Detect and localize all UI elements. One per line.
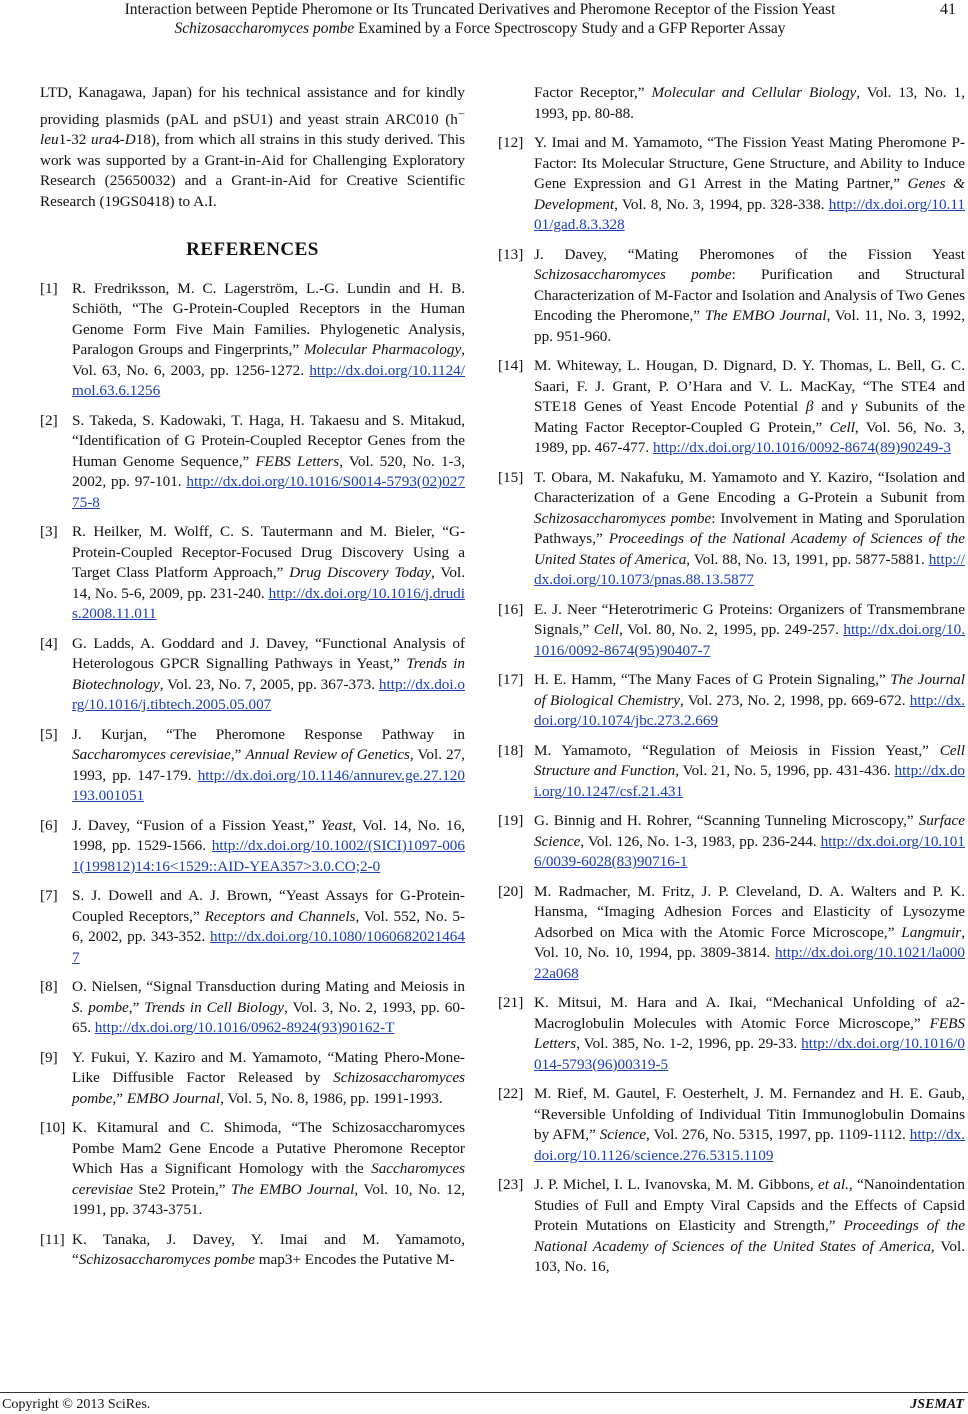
text-segment: Y. Imai and M. Yamamoto, “The Fission Yeast Mating Pheromone P-Factor: Its Molecular Structure, Gene Structure, and Ability to Induce Gene Expression and G1 Arrest in the Mating Partner,”: [534, 134, 965, 192]
doi-link[interactable]: http://dx.doi.org/10.1016/j.drudis.2008.11.011: [72, 584, 465, 623]
text-segment: J. Davey, “Mating Pheromones of the Fission Yeast: [534, 245, 965, 263]
text-segment: G. Ladds, A. Goddard and J. Davey, “Functional Analysis of Heterologous GPCR Signalling Pathways in Yeast,”: [72, 634, 465, 673]
text-segment: K. Tanaka, J. Davey, Y. Imai and M. Yamamoto, “: [72, 1230, 465, 1269]
reference-number: [2]: [40, 411, 58, 429]
italic-text: leu: [40, 131, 59, 149]
text-segment: , Vol. 273, No. 2, 1998, pp. 669-672.: [679, 691, 910, 709]
reference-item: [498, 245, 965, 348]
reference-continuation: [498, 83, 965, 124]
text-segment: J. P. Michel, I. L. Ivanovska, M. M. Gibbons,: [534, 1176, 818, 1193]
acknowledgement-paragraph: [40, 83, 465, 212]
reference-number: [17]: [498, 671, 524, 688]
italic-text: S. pombe: [72, 998, 129, 1016]
italic-text: The Journal of Biological Chemistry: [534, 671, 965, 709]
text-segment: , Vol. 103, No. 16,: [534, 1237, 965, 1275]
reference-item: [498, 882, 965, 985]
reference-list-right: [498, 83, 965, 1278]
text-segment: , Vol. 56, No. 3, 1989, pp. 467-477.: [534, 418, 966, 456]
right-column: [498, 83, 965, 1287]
reference-number: [19]: [498, 812, 524, 829]
text-segment: ,”: [112, 1089, 127, 1107]
text-segment: J. Kurjan, “The Pheromone Response Pathway in: [72, 725, 465, 743]
reference-number: [21]: [498, 994, 524, 1011]
text-segment: 4-: [112, 131, 125, 149]
italic-text: Proceedings of the National Academy of Sciences of the United States of America: [534, 1217, 965, 1255]
text-segment: map3+ Encodes the Putative M-: [254, 1251, 455, 1269]
text-segment: Factor Receptor,”: [534, 84, 652, 101]
doi-link[interactable]: http://dx.doi.org/10.1016/0039-6028(83)90716-1: [534, 832, 965, 870]
running-title-rest: Examined by a Force Spectroscopy Study and a GFP Reporter Assay: [354, 20, 786, 37]
italic-text: γ: [851, 398, 858, 415]
reference-number: [22]: [498, 1085, 524, 1102]
text-segment: S. J. Dowell and A. J. Brown, “Yeast Assays for G-Protein-Coupled Receptors,”: [72, 887, 465, 925]
italic-text: Langmuir: [901, 923, 962, 941]
text-segment: , Vol. 27, 1993, pp. 147-179.: [72, 746, 465, 784]
italic-text: Trends in Cell Biology: [144, 998, 285, 1016]
page-number: 41: [940, 1, 956, 18]
reference-item: [40, 977, 465, 1039]
text-segment: M. Whiteway, L. Hougan, D. Dignard, D. Y. Thomas, L. Bell, G. C. Saari, F. J. Grant, P. O’Hara and V. L. MacKay, “The STE4 and STE18 Genes of Yeast Encode Potential: [534, 357, 965, 415]
text-segment: J. Davey, “Fusion of a Fission Yeast,”: [72, 816, 321, 834]
reference-item: [40, 634, 465, 716]
text-segment: R. Heilker, M. Wolff, C. S. Tautermann and M. Bieler, “G-Protein-Coupled Receptor-Focused Drug Discovery Using a Target Class Platform Approach,”: [72, 523, 465, 582]
text-segment: ,”: [128, 998, 145, 1016]
reference-number: [18]: [498, 741, 524, 759]
text-segment: M. Yamamoto, “Regulation of Meiosis in Fission Yeast,”: [534, 741, 940, 759]
italic-text: Schizosaccharomyces pombe: [72, 1069, 465, 1107]
text-segment: T. Obara, M. Nakafuku, M. Yamamoto and Y. Kaziro, “Isolation and Characterization of a Gene Encoding a G-Protein a Subunit from: [534, 468, 965, 506]
doi-link[interactable]: http://dx.doi.org/10.1002/(SICI)1097-0061(199812)14:16<1529::AID-YEA357>3.0.CO;2-0: [72, 837, 465, 875]
doi-link[interactable]: http://dx.doi.org/10.1124/mol.63.6.1256: [72, 361, 465, 400]
italic-text: FEBS Letters: [534, 1014, 965, 1052]
doi-link[interactable]: http://dx.doi.org/10.1080/10606820214647: [72, 928, 465, 966]
doi-link[interactable]: http://dx.doi.org/10.1016/0014-5793(96)00319-5: [534, 1035, 965, 1073]
text-segment: −: [457, 106, 465, 121]
italic-text: et al.: [818, 1176, 849, 1193]
text-segment: , Vol. 14, No. 5-6, 2009, pp. 231-240.: [72, 564, 465, 602]
italic-text: Saccharomyces cerevisiae: [72, 746, 231, 764]
reference-number: [6]: [40, 816, 58, 834]
text-segment: E. J. Neer “Heterotrimeric G Proteins: Organizers of Transmembrane Signals,”: [534, 600, 965, 638]
italic-text: Surface Science: [534, 812, 965, 850]
text-segment: , Vol. 23, No. 7, 2005, pp. 367-373.: [159, 675, 379, 693]
text-segment: Subunits of the Mating Factor Receptor-Coupled G Protein,”: [534, 398, 965, 436]
running-title-line1: Interaction between Peptide Pheromone or Its Truncated Derivatives and Pheromone Receptor of the Fission Yeast: [124, 1, 836, 18]
reference-number: [7]: [40, 887, 58, 905]
text-segment: : Involvement in Mating and Sporulation Pathways,”: [534, 509, 966, 547]
reference-item: [498, 811, 965, 873]
text-segment: , Vol. 520, No. 1-3, 2002, pp. 97-101.: [72, 452, 466, 491]
reference-number: [8]: [40, 978, 58, 996]
italic-text: Trends in Biotechnology: [72, 655, 466, 693]
text-segment: Ste2 Protein,”: [133, 1180, 232, 1198]
left-column: [40, 83, 465, 1280]
running-title-line2: [40, 19, 920, 39]
text-segment: and: [813, 398, 852, 415]
italic-text: Cell: [593, 621, 620, 638]
reference-number: [10]: [40, 1119, 66, 1137]
reference-number: [1]: [40, 279, 58, 297]
italic-text: Schizosaccharomyces pombe: [78, 1251, 255, 1269]
text-segment: , Vol. 552, No. 5-6, 2002, pp. 343-352.: [72, 907, 466, 946]
text-segment: , Vol. 385, No. 1-2, 1996, pp. 29-33.: [576, 1035, 802, 1052]
text-segment: , Vol. 126, No. 1-3, 1983, pp. 236-244.: [580, 832, 821, 850]
italic-text: EMBO Journal: [126, 1089, 221, 1107]
reference-list-left: [40, 279, 465, 1271]
italic-text: Genes & Development: [534, 175, 965, 213]
reference-item: [40, 725, 465, 807]
text-segment: , Vol. 80, No. 2, 1995, pp. 249-257.: [619, 621, 844, 638]
text-segment: O. Nielsen, “Signal Transduction during Mating and Meiosis in: [72, 978, 465, 996]
doi-link[interactable]: http://dx.doi.org/10.1016/0092-8674(89)90249-3: [652, 439, 951, 456]
text-segment: M. Rief, M. Gautel, F. Oesterhelt, J. M. Fernandez and H. E. Gaub, “Reversible Unfolding of Individual Titin Immunoglobulin Domains by AFM,”: [534, 1085, 965, 1143]
italic-text: Saccharomyces cerevisiae: [72, 1160, 465, 1198]
text-segment: S. Takeda, S. Kadowaki, T. Haga, H. Takaesu and S. Mitakud, “Identification of G Protein-Coupled Receptor Genes from the Human Genome Sequence,”: [72, 411, 465, 470]
text-segment: M. Radmacher, M. Fritz, J. P. Cleveland, D. A. Walters and P. K. Hansma, “Imaging Adhesion Forces and Elasticity of Lysozyme Adsorbed on Mica with the Atomic Force Microscope,”: [534, 882, 965, 941]
text-segment: , Vol. 10, No. 10, 1994, pp. 3809-3814.: [534, 923, 965, 961]
doi-link[interactable]: http://dx.doi.org/10.1016/j.tibtech.2005.05.007: [72, 675, 465, 714]
doi-link[interactable]: http://dx.doi.org/10.1016/S0014-5793(02)02775-8: [72, 473, 465, 511]
italic-text: Cell Structure and Function: [534, 741, 965, 779]
reference-item: [498, 993, 965, 1075]
italic-text: Annual Review of Genetics: [245, 746, 410, 764]
reference-item: [40, 1230, 465, 1271]
reference-item: [40, 411, 465, 514]
italic-text: FEBS Letters: [255, 452, 340, 470]
reference-number: [11]: [40, 1230, 65, 1248]
reference-item: [498, 600, 965, 662]
italic-text: Drug Discovery Today: [289, 564, 432, 582]
text-segment: , Vol. 13, No. 1, 1993, pp. 80-88.: [534, 84, 966, 122]
doi-link[interactable]: http://dx.doi.org/10.1073/pnas.88.13.5877: [534, 550, 965, 588]
reference-item: [498, 133, 965, 236]
reference-item: [40, 1048, 465, 1110]
italic-text: Molecular and Cellular Biology: [651, 84, 857, 101]
italic-text: Cell: [829, 418, 855, 436]
text-segment: 1-32: [58, 131, 91, 149]
doi-link[interactable]: http://dx.doi.org/10.1126/science.276.5315.1109: [534, 1126, 965, 1164]
reference-item: [40, 522, 465, 625]
text-segment: H. E. Hamm, “The Many Faces of G Protein Signaling,”: [534, 671, 891, 688]
doi-link[interactable]: http://dx.doi.org/10.1074/jbc.273.2.669: [534, 691, 965, 729]
italic-text: ura: [90, 131, 113, 149]
doi-link[interactable]: http://dx.doi.org/10.1247/csf.21.431: [534, 762, 965, 800]
doi-link[interactable]: http://dx.doi.org/10.1146/annurev.ge.27.120193.001051: [72, 766, 465, 805]
text-segment: , Vol. 88, No. 13, 1991, pp. 5877-5881.: [686, 550, 929, 568]
text-segment: K. Kitamural and C. Shimoda, “The Schizosaccharomyces Pombe Mam2 Gene Encode a Putative Pheromone Receptor Which Has a Significant Homology with the: [72, 1119, 465, 1178]
running-title-species: Schizosaccharomyces pombe: [174, 20, 355, 37]
reference-number: [15]: [498, 468, 524, 486]
text-segment: Y. Fukui, Y. Kaziro and M. Yamamoto, “Mating Phero-Mone-Like Diffusible Factor Released by: [72, 1048, 465, 1087]
reference-number: [20]: [498, 882, 524, 900]
text-segment: , Vol. 10, No. 12, 1991, pp. 3743-3751.: [72, 1180, 465, 1219]
footer-journal: JSEMAT: [910, 1397, 964, 1412]
text-segment: 18), from which all strains in this study derived. This work was supported by a Grant-in-Aid for Challenging Exploratory Research (25650032) and a Grant-in-Aid for Creative Scientific Research (19GS0418) to A.I.: [40, 131, 465, 210]
reference-item: [498, 356, 965, 459]
text-segment: , “Nanoindentation Studies of Full and Empty Viral Capsids and the Effects of Capsid Protein Mutations on Elasticity and Strength,”: [534, 1176, 965, 1234]
text-segment: K. Mitsui, M. Hara and A. Ikai, “Mechanical Unfolding of a2-Macroglobulin Molecules with Atomic Force Microscope,”: [534, 994, 965, 1032]
italic-text: Schizosaccharomyces pombe: [534, 509, 712, 527]
footer-rule: [0, 1392, 968, 1393]
reference-number: [3]: [40, 523, 58, 541]
italic-text: Molecular Pharmacology: [303, 341, 462, 359]
reference-number: [4]: [40, 634, 58, 652]
footer-copyright: Copyright © 2013 SciRes.: [2, 1397, 151, 1412]
text-segment: , Vol. 11, No. 3, 1992, pp. 951-960.: [534, 307, 966, 345]
italic-text: Schizosaccharomyces pombe: [534, 266, 732, 283]
reference-item: [40, 279, 465, 402]
reference-number: [5]: [40, 725, 58, 743]
reference-item: [40, 886, 465, 968]
doi-link[interactable]: http://dx.doi.org/10.1021/la00022a068: [534, 944, 965, 982]
doi-link[interactable]: http://dx.doi.org/10.1101/gad.8.3.328: [534, 195, 965, 233]
text-segment: G. Binnig and H. Rohrer, “Scanning Tunneling Microscopy,”: [534, 812, 919, 829]
italic-text: D: [124, 131, 136, 149]
reference-number: [14]: [498, 357, 524, 374]
doi-link[interactable]: http://dx.doi.org/10.1016/0962-8924(93)90162-T: [94, 1019, 395, 1037]
italic-text: Proceedings of the National Academy of Sciences of the United States of America: [534, 530, 965, 568]
text-segment: , Vol. 276, No. 5315, 1997, pp. 1109-1112.: [646, 1126, 910, 1143]
italic-text: β: [805, 398, 814, 415]
doi-link[interactable]: http://dx.doi.org/10.1016/0092-8674(95)90407-7: [534, 621, 965, 659]
italic-text: The EMBO Journal: [231, 1180, 355, 1198]
reference-item: [498, 741, 965, 803]
italic-text: The EMBO Journal: [704, 307, 827, 324]
text-segment: , Vol. 3, No. 2, 1993, pp. 60-65.: [72, 998, 465, 1037]
reference-number: [13]: [498, 245, 524, 263]
text-segment: R. Fredriksson, M. C. Lagerström, L.-G. Lundin and H. B. Schiöth, “The G-Protein-Coupled Receptors in the Human Genome Form Five Main Families. Phylogenetic Analysis, Paralogon Groups and Fingerprints,”: [72, 279, 465, 359]
text-segment: : Purification and Structural Characterization of M-Factor and Isolation and Analysis of Two Genes Encoding the Pheromone,”: [534, 266, 966, 324]
reference-number: [9]: [40, 1048, 58, 1066]
reference-number: [23]: [498, 1176, 524, 1193]
references-heading: REFERENCES: [186, 239, 319, 261]
text-segment: ,”: [230, 746, 246, 764]
text-segment: , Vol. 21, No. 5, 1996, pp. 431-436.: [675, 762, 895, 779]
reference-item: [498, 468, 965, 591]
text-segment: , Vol. 63, No. 6, 2003, pp. 1256-1272.: [72, 341, 465, 379]
reference-item: [498, 1175, 965, 1278]
reference-item: [40, 816, 465, 878]
italic-text: Science: [599, 1126, 647, 1143]
italic-text: Receptors and Channels: [204, 907, 356, 925]
reference-number: [16]: [498, 600, 524, 618]
text-segment: , Vol. 8, No. 3, 1994, pp. 328-338.: [614, 195, 829, 213]
reference-number: [12]: [498, 134, 524, 151]
text-segment: , Vol. 5, No. 8, 1986, pp. 1991-1993.: [220, 1089, 443, 1107]
reference-item: [498, 670, 965, 732]
reference-item: [40, 1118, 465, 1221]
text-segment: , Vol. 14, No. 16, 1998, pp. 1529-1566.: [72, 816, 465, 855]
reference-item: [498, 1084, 965, 1166]
italic-text: Yeast: [320, 816, 353, 834]
text-segment: LTD, Kanagawa, Japan) for his technical assistance and for kindly providing plasmids (pAL and pSU1) and yeast strain ARC010 (h: [40, 84, 465, 128]
